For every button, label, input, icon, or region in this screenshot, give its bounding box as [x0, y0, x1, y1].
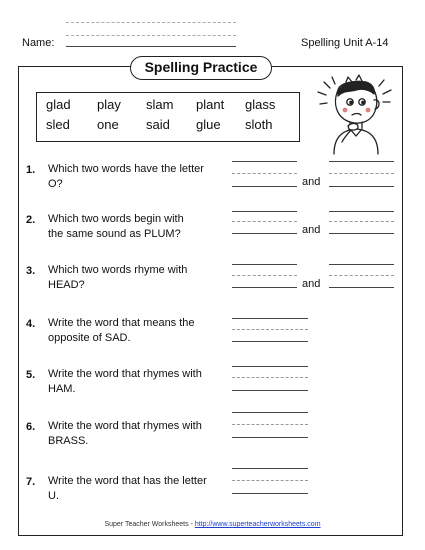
name-label: Name:	[22, 37, 55, 49]
word-bank-word: glass	[245, 97, 276, 112]
word-bank-word: one	[97, 117, 119, 132]
word-bank-word: sled	[46, 117, 70, 132]
answer-midline	[232, 480, 308, 481]
question-text	[48, 162, 238, 192]
word-bank-word: play	[97, 97, 121, 112]
answer-line[interactable]	[232, 493, 308, 494]
question-line: Write the word that has the letter	[48, 475, 207, 487]
question-number: 6.	[26, 421, 36, 433]
question-text	[48, 474, 238, 504]
answer-midline	[329, 221, 394, 222]
answer-line[interactable]	[232, 390, 308, 391]
answer-line[interactable]	[329, 211, 394, 212]
answer-line[interactable]	[232, 287, 297, 288]
answer-line[interactable]	[232, 264, 297, 265]
name-guide-line	[66, 22, 236, 23]
question-text	[48, 263, 238, 293]
question-line: the same sound as PLUM?	[48, 228, 181, 240]
footer	[0, 521, 425, 528]
answer-midline	[329, 275, 394, 276]
question-number: 1.	[26, 164, 36, 176]
answer-line[interactable]	[232, 211, 297, 212]
and-label: and	[302, 176, 321, 188]
name-write-line[interactable]	[66, 46, 236, 47]
word-bank-word: slam	[146, 97, 174, 112]
question-number: 4.	[26, 318, 36, 330]
answer-line[interactable]	[329, 287, 394, 288]
question-text	[48, 367, 238, 397]
answer-midline	[232, 329, 308, 330]
answer-line[interactable]	[232, 341, 308, 342]
question-line: U.	[48, 490, 59, 502]
answer-midline	[232, 173, 297, 174]
name-midline	[66, 35, 236, 36]
answer-line[interactable]	[329, 161, 394, 162]
question-number: 7.	[26, 476, 36, 488]
question-line: Write the word that rhymes with	[48, 420, 202, 432]
question-line: O?	[48, 178, 63, 190]
word-bank-word: sloth	[245, 117, 273, 132]
answer-midline	[232, 424, 308, 425]
word-bank-word: glue	[196, 117, 221, 132]
thinking-boy-icon	[312, 72, 398, 156]
and-label: and	[302, 224, 321, 236]
question-line: opposite of SAD.	[48, 332, 131, 344]
answer-line[interactable]	[232, 412, 308, 413]
question-line: Which two words have the letter	[48, 163, 204, 175]
footer-brand: Super Teacher Worksheets -	[104, 521, 193, 528]
answer-line[interactable]	[232, 468, 308, 469]
question-line: HAM.	[48, 383, 76, 395]
answer-line[interactable]	[232, 161, 297, 162]
answer-line[interactable]	[232, 233, 297, 234]
footer-link[interactable]: http://www.superteacherworksheets.com	[194, 521, 321, 528]
answer-line[interactable]	[232, 366, 308, 367]
question-text	[48, 316, 238, 346]
and-label: and	[302, 278, 321, 290]
answer-line[interactable]	[232, 437, 308, 438]
question-line: Write the word that rhymes with	[48, 368, 202, 380]
question-text	[48, 419, 238, 449]
unit-label: Spelling Unit A-14	[301, 37, 389, 49]
question-line: HEAD?	[48, 279, 85, 291]
question-line: Write the word that means the	[48, 317, 195, 329]
answer-line[interactable]	[232, 186, 297, 187]
question-number: 5.	[26, 369, 36, 381]
answer-midline	[232, 275, 297, 276]
answer-line[interactable]	[329, 233, 394, 234]
answer-midline	[232, 377, 308, 378]
question-number: 3.	[26, 265, 36, 277]
word-bank-word: glad	[46, 97, 71, 112]
question-text	[48, 212, 238, 242]
word-bank-word: said	[146, 117, 170, 132]
word-bank-word: plant	[196, 97, 225, 112]
answer-line[interactable]	[232, 318, 308, 319]
answer-midline	[232, 221, 297, 222]
question-line: Which two words begin with	[48, 213, 184, 225]
question-number: 2.	[26, 214, 36, 226]
question-line: BRASS.	[48, 435, 89, 447]
answer-line[interactable]	[329, 186, 394, 187]
answer-line[interactable]	[329, 264, 394, 265]
question-line: Which two words rhyme with	[48, 264, 188, 276]
answer-midline	[329, 173, 394, 174]
worksheet-title: Spelling Practice	[130, 56, 272, 80]
